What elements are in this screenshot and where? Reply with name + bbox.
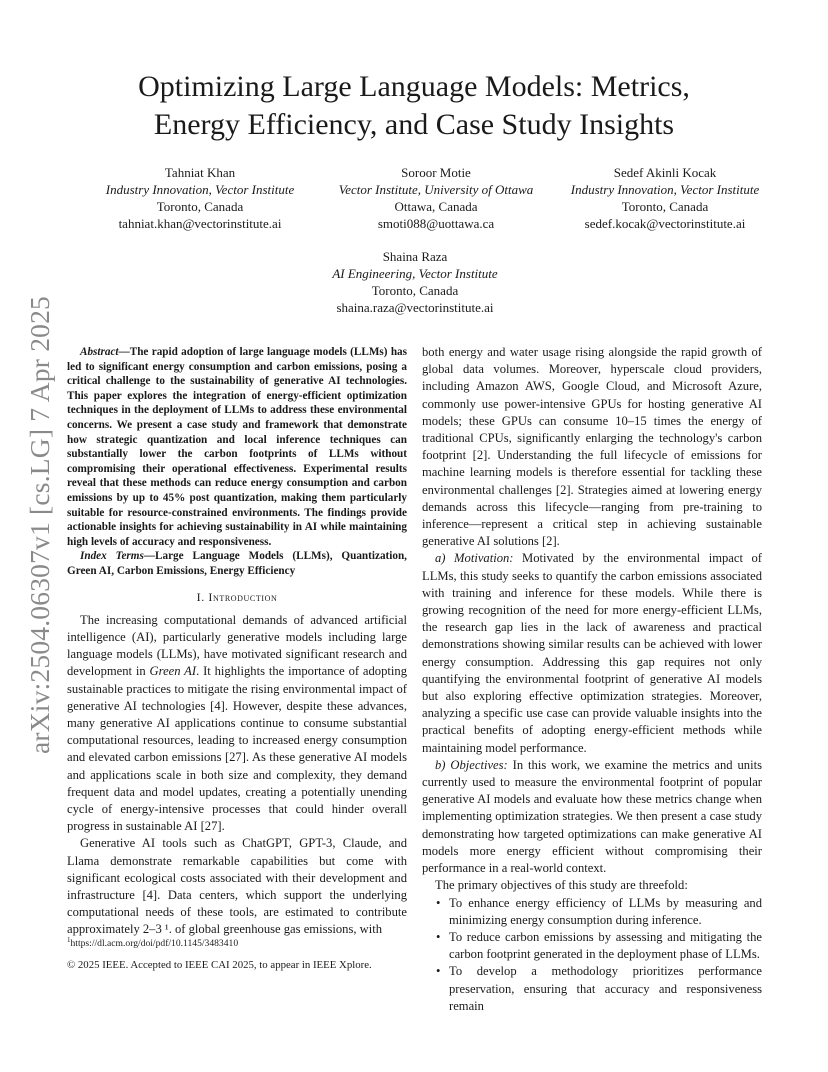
author-affiliation: Vector Institute, University of Ottawa [338,182,534,197]
arxiv-identifier: arXiv:2504.06307v1 [cs.LG] 7 Apr 2025 [24,295,55,755]
footnote-url: https://dl.acm.org/doi/pdf/10.1145/3483410 [70,938,239,950]
paper-title: Optimizing Large Language Models: Metrics, Energy Efficiency, and Case Study Insights [138,70,690,141]
right-column [422,344,762,1015]
intro-paragraph: The increasing computational demands of advanced artificial intelligence (AI), particularly generative models including large language models (LLMs), have motivated significant research and development in Green AI. It highlights the importance of adopting sustainable practices to mitigate the rising environmental impact of generative AI technologies [4]. However, despite these advances, many generative AI applications continue to consume substantial computational resources, leading to increased energy consumption and elevated carbon emissions [27]. As these generative AI models and applications scale in both size and complexity, they demand frequent data and model updates, creating a potentially unending cycle of energy-intensive processes that could hinder overall progress in sustainable AI [27]. [67,612,407,834]
author-affiliation: Industry Innovation, Vector Institute [570,182,760,197]
author-name: Tahniat Khan [164,165,236,180]
intro-paragraph: Generative AI tools such as ChatGPT, GPT-3, Claude, and Llama demonstrate remarkable capabilities but come with significant ecological costs associated with their development and infrastructure [4]. Data centers, which support the underlying computational needs of these tools, are estimated to contribute approximately 2–3 ¹. of global greenhouse gas emissions, with [67,836,407,937]
green-ai-emphasis: Green AI [149,664,197,679]
copyright-notice: © 2025 IEEE. Accepted to IEEE CAI 2025, to appear in IEEE Xplore. [67,959,372,971]
abstract-label: Abstract [80,346,119,358]
index-terms [67,549,407,578]
section-heading: I. Introduction [196,589,278,604]
author-affiliation: AI Engineering, Vector Institute [332,266,498,281]
author-block [306,164,566,232]
motivation-label: a) Motivation: [435,551,514,566]
objectives-paragraph: b) Objectives: In this work, we examine the metrics and units currently used to measure the environmental footprint of popular generative AI models and evaluate how these metrics change when implementing optimization strategies. We then present a case study demonstrating how targeted optimizations can make generative AI models more energy efficient without compromising their performance in a real-world context. [422,757,762,876]
footnote [67,936,238,949]
objectives-list [422,895,762,1015]
author-location: Toronto, Canada [371,283,459,298]
abstract [67,345,407,549]
motivation-paragraph: a) Motivation: Motivated by the environmental impact of LLMs, this study seeks to quantify the carbon emissions associated with training and inference for these models. While there is growing recognition of the need for more energy-efficient LLMs, the research gap lies in the lack of awareness and practical demonstrations showing similar results can be achieved with lower energy consumption. Addressing this gap requires not only quantifying the environmental footprint of generative AI models but also exploring effective optimization strategies. Moreover, analyzing a specific use case can provide valuable insights into the practical benefits of adopting energy-efficient methods while maintaining model performance. [422,551,762,755]
author-email: tahniat.khan@vectorinstitute.ai [118,216,282,231]
left-column [67,345,407,939]
author-location: Ottawa, Canada [394,199,478,214]
author-email: smoti088@uottawa.ca [377,216,495,231]
body-paragraph: both energy and water usage rising alongside the rapid growth of global data volumes. Moreover, hyperscale cloud providers, including Amazon AWS, Google Cloud, and Microsoft Azure, commonly use power-intensive GPUs for hosting generative AI models; these GPUs can consume 10–15 times the energy of traditional CPUs, significantly enlarging the technology's carbon footprint [2]. Understanding the full lifecycle of emissions for machine learning models is therefore essential for tackling these environmental challenges [2]. Strategies aimed at lowering energy demands across this lifecycle—ranging from pre-training to inference—represent a critical step in achieving sustainable generative AI solutions [2]. [422,345,762,549]
arxiv-stamp [20,295,60,755]
author-name: Shaina Raza [382,249,448,264]
author-affiliation: Industry Innovation, Vector Institute [105,182,295,197]
list-item: • To develop a methodology prioritizes performance preservation, ensuring that accuracy and responsiveness remain [449,963,762,1015]
author-name: Soroor Motie [401,165,471,180]
author-location: Toronto, Canada [621,199,709,214]
objectives-label: b) Objectives: [435,757,508,772]
author-email: shaina.raza@vectorinstitute.ai [336,300,494,315]
index-terms-text: —Large Language Models (LLMs), Quantization, Green AI, Carbon Emissions, Energy Efficiency [67,550,407,577]
list-item: • To enhance energy efficiency of LLMs by measuring and minimizing energy consumption during inference. [449,895,762,929]
footnote-mark: 1 [67,936,71,944]
list-item: • To reduce carbon emissions by assessing and mitigating the carbon footprint generated in the deployment phase of LLMs. [449,929,762,963]
objectives-intro: The primary objectives of this study are threefold: [435,878,688,893]
author-location: Toronto, Canada [156,199,244,214]
author-block [540,164,790,232]
author-block [75,164,325,232]
author-email: sedef.kocak@vectorinstitute.ai [584,216,746,231]
author-name: Sedef Akinli Kocak [613,165,717,180]
author-block [290,248,540,316]
abstract-text: —The rapid adoption of large language models (LLMs) has led to significant energy consumption and carbon emissions, posing a critical challenge to the sustainability of generative AI technologies. This paper explores the integration of energy-efficient optimization techniques in the deployment of LLMs to address these environmental concerns. We present a case study and framework that demonstrate how strategic quantization and local inference techniques can substantially lower the carbon footprints of LLMs without compromising their operational effectiveness. Experimental results reveal that these methods can reduce energy consumption and carbon emissions by up to 45% post quantization, making them particularly suitable for resource-constrained environments. The findings provide actionable insights for achieving sustainability in AI while maintaining high levels of accuracy and responsiveness. [67,346,407,548]
index-terms-label: Index Terms [80,550,144,563]
